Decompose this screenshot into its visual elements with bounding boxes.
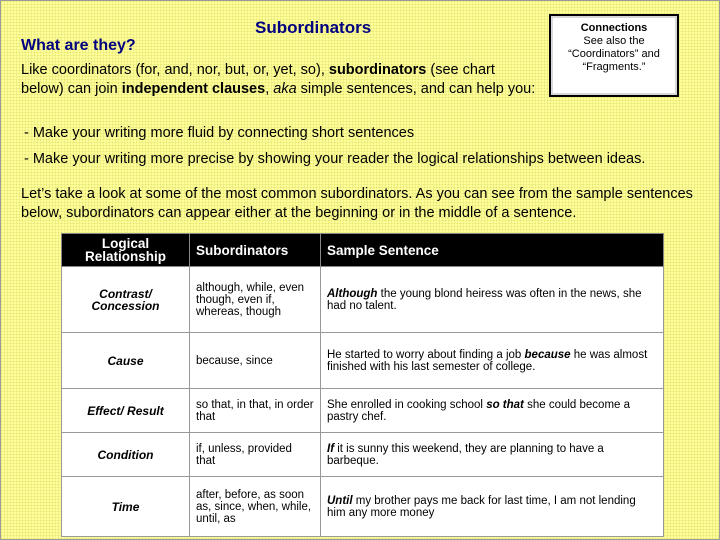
sentence-text: she could become a pastry chef. <box>327 398 631 423</box>
intro-bold-subordinators: subordinators <box>328 62 427 78</box>
sample-sentence-cell <box>321 433 664 477</box>
relationship-cell: Time <box>62 477 190 537</box>
subordinators-cell: although, while, even though, even if, whereas, though <box>190 267 321 333</box>
sentence-subordinator: because <box>524 348 571 361</box>
intro-text-1: Like coordinators (for, and, nor, but, or, yet, so), <box>21 62 329 78</box>
subordinators-table <box>61 233 664 537</box>
sample-sentence-cell <box>321 477 664 537</box>
table-row <box>62 389 664 433</box>
sentence-subordinator: If <box>327 442 335 455</box>
sample-sentence-cell <box>321 267 664 333</box>
intro-paragraph <box>21 61 541 99</box>
table-row <box>62 433 664 477</box>
subordinators-cell: if, unless, provided that <box>190 433 321 477</box>
connections-heading: Connections <box>580 22 648 34</box>
subordinators-cell: so that, in that, in order that <box>190 389 321 433</box>
connections-line-1: See also the <box>583 35 645 47</box>
bullet-item-1: - Make your writing more fluid by connecting short sentences <box>24 125 415 141</box>
section-heading: What are they? <box>21 37 136 54</box>
intro-text-3: , <box>265 81 274 97</box>
sample-sentence-cell <box>321 389 664 433</box>
sentence-text: he was almost finished with his last semester of college. <box>327 348 648 373</box>
table-row <box>62 477 664 537</box>
body-paragraph: Let’s take a look at some of the most common subordinators. As you can see from the sample sentences below, subordinators can appear either at the beginning or in the middle of a sentence. <box>21 186 693 221</box>
intro-italic-aka: aka <box>273 81 297 97</box>
sentence-text: my brother pays me back for last time, I am not lending him any more money <box>327 494 636 519</box>
connections-box <box>549 14 679 97</box>
connections-line-3: “Fragments.” <box>582 61 646 73</box>
header-sample-sentence: Sample Sentence <box>321 234 664 267</box>
intro-text-2: (see chart below) can join <box>21 62 495 97</box>
relationship-cell: Cause <box>62 333 190 389</box>
intro-text-4: simple sentences, and can help you: <box>296 81 536 97</box>
intro-bold-independent-clauses: independent clauses <box>121 81 266 97</box>
header-logical-relationship: Logical Relationship <box>62 234 190 267</box>
sentence-text: it is sunny this weekend, they are planning to have a barbeque. <box>327 442 604 467</box>
relationship-cell: Contrast/ Concession <box>62 267 190 333</box>
relationship-cell: Condition <box>62 433 190 477</box>
sentence-subordinator: so that <box>486 398 524 411</box>
subordinators-cell: because, since <box>190 333 321 389</box>
relationship-cell: Effect/ Result <box>62 389 190 433</box>
table-header-row <box>62 234 664 267</box>
sentence-subordinator: Although <box>327 287 378 300</box>
subordinators-cell: after, before, as soon as, since, when, while, until, as <box>190 477 321 537</box>
bullet-item-2: - Make your writing more precise by showing your reader the logical relationships between ideas. <box>24 151 646 167</box>
slide-title: Subordinators <box>255 18 372 37</box>
header-subordinators: Subordinators <box>190 234 321 267</box>
sentence-text: She enrolled in cooking school <box>327 398 487 411</box>
sentence-text: the young blond heiress was often in the news, she had no talent. <box>327 287 642 312</box>
connections-line-2: “Coordinators” and <box>568 48 660 60</box>
sample-sentence-cell <box>321 333 664 389</box>
sentence-text: He started to worry about finding a job <box>327 348 525 361</box>
sentence-subordinator: Until <box>327 494 353 507</box>
table-row <box>62 333 664 389</box>
table-row <box>62 267 664 333</box>
